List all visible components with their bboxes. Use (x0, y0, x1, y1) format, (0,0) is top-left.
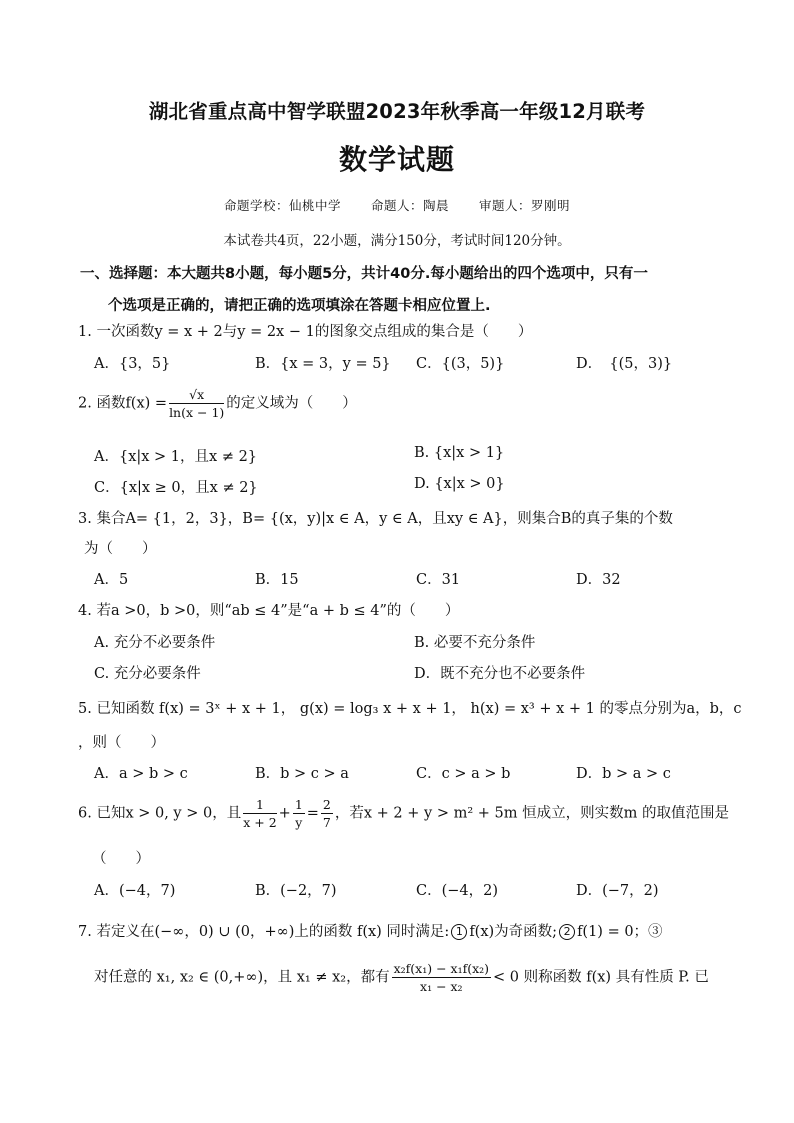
q5-option-c: C．c > a > b (416, 766, 511, 782)
q6-fraction-3-numerator: 2 (322, 797, 331, 812)
q2-stem-pre: 2. 函数f(x) = (78, 395, 168, 412)
q4-stem: 4. 若a >0，b >0，则“ab ≤ 4”是“a + b ≤ 4”的（ ） (78, 603, 460, 619)
q6-fraction-2-numerator: 1 (294, 797, 303, 812)
q7-stem-line1 (78, 920, 663, 941)
q3-stem-line2: 为（ ） (84, 541, 157, 557)
q3-option-b: B．15 (255, 572, 299, 588)
q2-option-a: A．{x|x > 1，且x ≠ 2} (94, 449, 258, 465)
q2-option-d: D. {x|x > 0} (414, 476, 505, 492)
q1-option-b: B．{x = 3，y = 5} (255, 356, 391, 372)
q6-fraction-1-denominator: x + 2 (243, 815, 277, 830)
q3-option-a: A．5 (94, 572, 129, 588)
exam-meta (0, 196, 794, 214)
q6-stem (78, 796, 729, 831)
q7-stem-line2 (94, 960, 709, 995)
q5-option-d: D．b > a > c (576, 766, 671, 782)
exam-title: 湖北省重点高中智学联盟2023年秋季高一年级12月联考 (148, 100, 646, 123)
q6-option-d: D．(−7，2) (576, 883, 659, 899)
exam-subtitle: 数学试题 (338, 143, 455, 176)
q6-fraction-2 (293, 796, 305, 831)
q6-fraction-3 (321, 796, 333, 831)
q2-option-b: B. {x|x > 1} (414, 445, 505, 461)
q7-fraction (392, 960, 491, 995)
q6-fraction-1 (243, 796, 276, 831)
meta-school: 命题学校：仙桃中学 (223, 198, 341, 213)
q3-option-d: D．32 (576, 572, 621, 588)
q4-option-b: B. 必要不充分条件 (414, 635, 536, 651)
q6-stem-line2: （ ） (92, 851, 150, 867)
q2-stem-post: 的定义域为（ ） (226, 395, 357, 412)
q3-stem-line1: 3. 集合A= {1，2，3}，B= {(x，y)|x ∈ A，y ∈ A，且xy ∈ A}，则集合B的真子集的个数 (78, 511, 673, 527)
exam-info: 本试卷共4页，22小题，满分150分，考试时间120分钟。 (223, 233, 571, 249)
q4-option-c: C. 充分必要条件 (94, 666, 201, 682)
q6-option-b: B．(−2，7) (255, 883, 337, 899)
q1-option-a: A．{3，5} (94, 356, 171, 372)
q6-equals: = (306, 805, 319, 822)
section-heading-line2: 个选项是正确的，请把正确的选项填涂在答题卡相应位置上. (108, 298, 491, 314)
circled-number-1: 1 (451, 924, 467, 940)
q2-option-c: C．{x|x ≥ 0，且x ≠ 2} (94, 480, 258, 496)
q1-option-d: D． {(5，3)} (576, 356, 673, 372)
circled-number-2: 2 (559, 924, 575, 940)
q6-option-c: C．(−4，2) (416, 883, 499, 899)
q6-fraction-3-denominator: 7 (322, 815, 331, 830)
q5-option-a: A．a > b > c (94, 766, 188, 782)
q1-stem: 1. 一次函数y = x + 2与y = 2x − 1的图象交点组成的集合是（ ） (78, 324, 533, 340)
q7-stem-line1-part3: f(1) = 0；③ (577, 924, 663, 940)
q2-fraction-denominator: ln(x − 1) (169, 405, 225, 420)
q6-option-a: A．(−4，7) (94, 883, 176, 899)
q7-stem-line1-part2: f(x)为奇函数; (469, 924, 558, 940)
q7-stem-line2-part1: 对任意的 x₁, x₂ ∈ (0,+∞)，且 x₁ ≠ x₂，都有 (94, 969, 390, 986)
q5-option-b: B．b > c > a (255, 766, 349, 782)
q5-stem-line1: 5. 已知函数 f(x) = 3ˣ + x + 1， g(x) = log₃ x + x + 1， h(x) = x³ + x + 1 的零点分别为a，b，c (78, 701, 742, 717)
q3-option-c: C．31 (416, 572, 461, 588)
q6-fraction-1-numerator: 1 (243, 796, 276, 814)
q4-option-d: D．既不充分也不必要条件 (414, 666, 586, 682)
q2-stem (78, 386, 357, 421)
meta-author: 命题人：陶晨 (370, 198, 449, 213)
q4-option-a: A. 充分不必要条件 (94, 635, 216, 651)
meta-reviewer: 审题人：罗刚明 (479, 198, 571, 213)
q5-stem-line2: ，则（ ） (78, 735, 165, 751)
q6-stem-post: ，若x + 2 + y > m² + 5m 恒成立，则实数m 的取值范围是 (334, 805, 729, 822)
q7-stem-line1-part1: 7. 若定义在(−∞，0) ∪ (0，+∞)上的函数 f(x) 同时满足: (78, 924, 450, 940)
q6-fraction-2-denominator: y (295, 815, 303, 830)
q7-fraction-numerator: x₂f(x₁) − x₁f(x₂) (393, 961, 490, 976)
q2-fraction-numerator: √x (169, 386, 224, 404)
q7-stem-line2-part2: < 0 则称函数 f(x) 具有性质 P. 已 (493, 969, 709, 986)
q7-fraction-denominator: x₁ − x₂ (420, 979, 463, 994)
section-heading-line1: 一、选择题：本大题共8小题，每小题5分，共计40分.每小题给出的四个选项中，只有一 (80, 266, 648, 282)
q2-fraction (169, 386, 224, 421)
q1-option-c: C．{(3，5)} (416, 356, 505, 372)
q6-stem-pre: 6. 已知x > 0, y > 0，且 (78, 805, 242, 822)
q6-plus: + (278, 805, 291, 822)
